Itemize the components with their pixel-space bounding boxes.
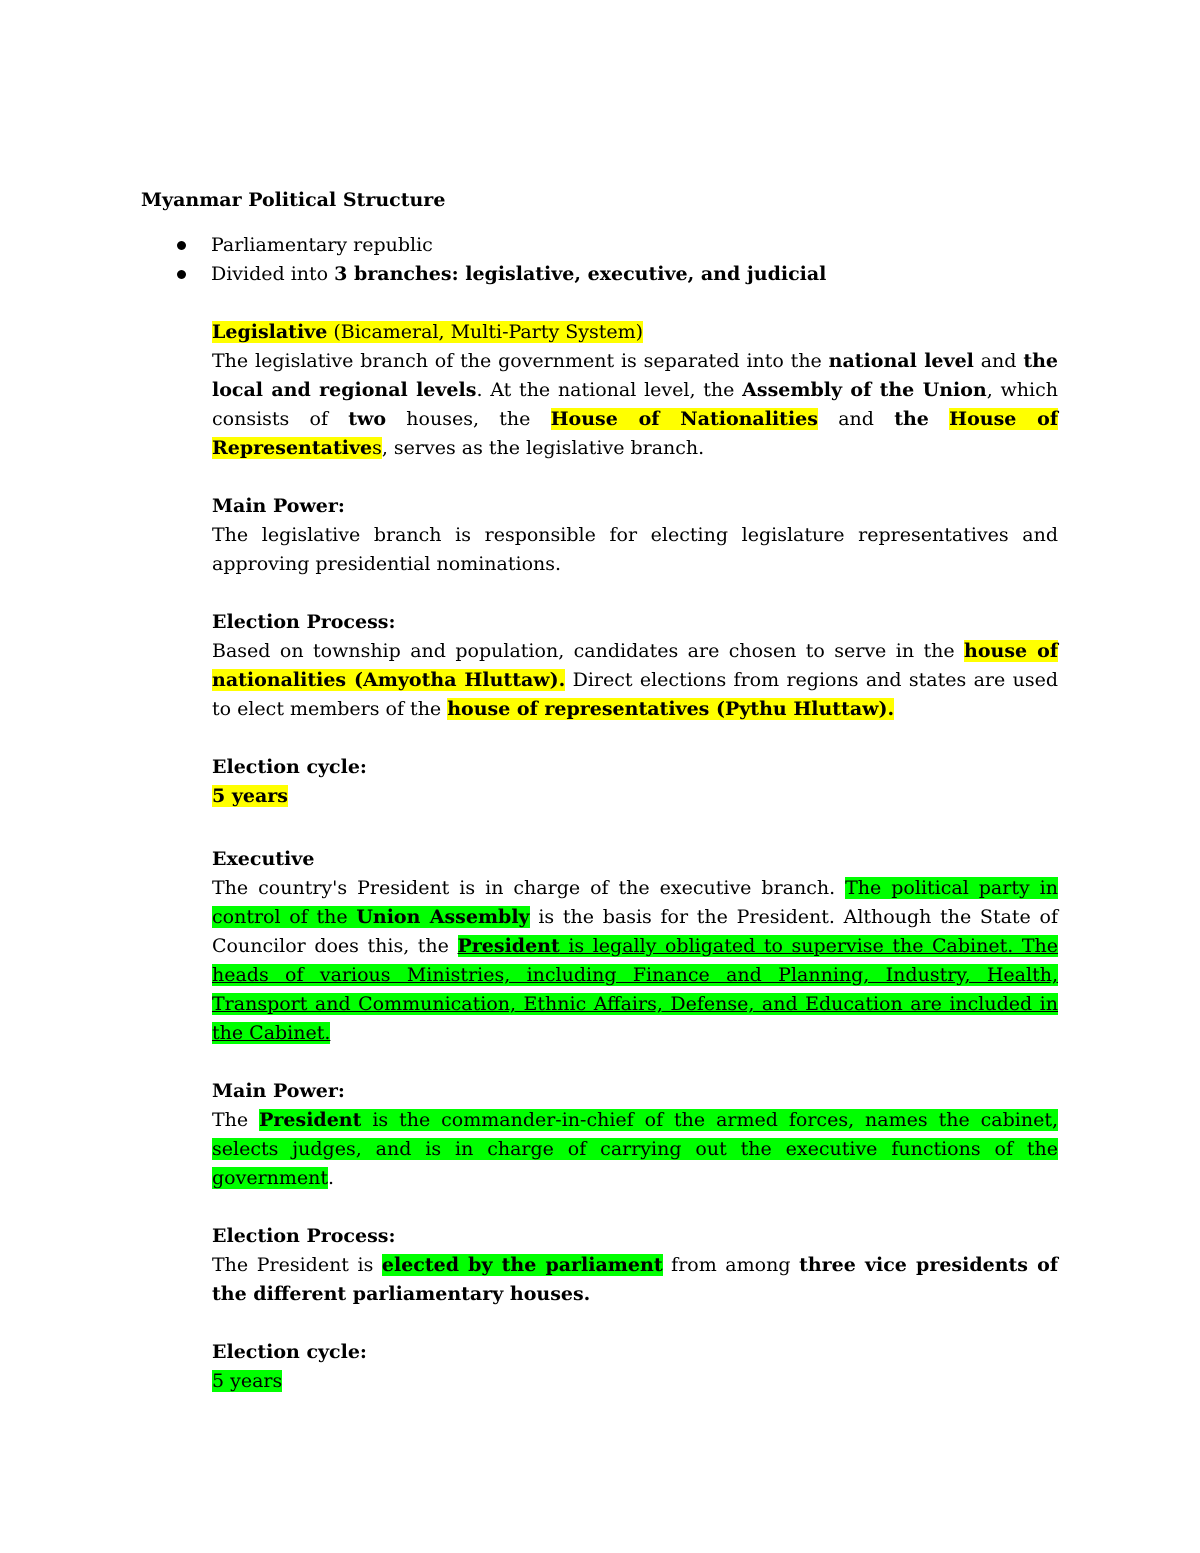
election-cycle-value: 5 years (212, 785, 288, 807)
election-process-text: Based on township and population, candidates are chosen to serve in the house of nationalities (Amyotha Hluttaw). Direct elections from regions and states are used to elect members of the house of representatives (Pythu Hluttaw). (212, 640, 1058, 720)
election-process-label: Election Process: (212, 1225, 396, 1247)
executive-paragraph: The country's President is in charge of the executive branch. The political party in control of the Union Assembly is the basis for the President. Although the State of Councilor does this, the President is legally obligated to supervise the Cabinet. The heads of various Ministries, including Finance and Planning, Industry, Health, Transport and Communication, Ethnic Affairs, Defense, and Education are included in the Cabinet. (212, 877, 1058, 1044)
election-process-label: Election Process: (212, 611, 396, 633)
section-heading: Executive (212, 848, 315, 870)
executive-section (212, 845, 1058, 1396)
bullet-list (141, 231, 1061, 289)
main-power-label: Main Power: (212, 1080, 345, 1102)
main-power-text: The legislative branch is responsible for electing legislature representatives and approving presidential nominations. (212, 524, 1058, 575)
bullet-item: Parliamentary republic (141, 231, 1061, 260)
election-cycle-label: Election cycle: (212, 756, 367, 778)
bullet-item: Divided into 3 branches: legislative, executive, and judicial (141, 260, 1061, 289)
main-power-label: Main Power: (212, 495, 345, 517)
main-power-text: The President is the commander-in-chief of the armed forces, names the cabinet, selects judges, and is in charge of carrying out the executive functions of the government. (212, 1109, 1058, 1189)
election-cycle-label: Election cycle: (212, 1341, 367, 1363)
document-title: Myanmar Political Structure (141, 189, 446, 211)
legislative-section (212, 318, 1058, 811)
legislative-paragraph: The legislative branch of the government is separated into the national level and the local and regional levels. At the national level, the Assembly of the Union, which consists of two houses, the House of Nationalities and the House of Representatives, serves as the legislative branch. (212, 350, 1059, 459)
section-heading: Legislative (Bicameral, Multi-Party System) (212, 321, 644, 343)
election-process-text: The President is elected by the parliament from among three vice presidents of the different parliamentary houses. (212, 1254, 1058, 1305)
election-cycle-value: 5 years (212, 1370, 283, 1392)
